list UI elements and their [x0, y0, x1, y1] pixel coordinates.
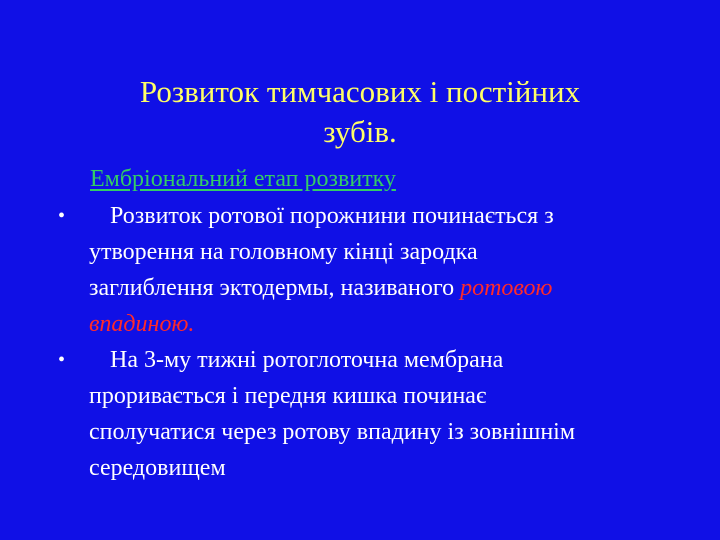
- bullet-2-line-1: На 3-му тижні ротоглоточна мембрана: [110, 347, 504, 373]
- bullet-2-line-2: проривається і передня кишка починає: [89, 383, 487, 409]
- bullet-1-line-3: [89, 270, 669, 306]
- bullet-1-line-2: утворення на головному кінці зародка: [89, 239, 478, 265]
- bullet-list: [0, 198, 720, 486]
- slide-title: [60, 72, 660, 152]
- bullet-item-2: [0, 342, 669, 486]
- emphasis-term-continued: впадиною.: [89, 311, 195, 337]
- bullet-1-line-1: Розвиток ротової порожнини починається з: [110, 203, 554, 229]
- title-line-1: Розвиток тимчасових і постійних: [139, 74, 581, 109]
- bullet-marker: •: [58, 349, 66, 371]
- bullet-marker: •: [58, 205, 66, 227]
- bullet-2-line-4: середовищем: [89, 455, 226, 481]
- bullet-item-1: [0, 198, 669, 342]
- emphasis-term: ротовою: [460, 275, 553, 301]
- slide-subtitle: Ембріональний етап розвитку: [90, 166, 396, 192]
- bullet-2-line-3: сполучатися через ротову впадину із зовнішнім: [89, 419, 576, 445]
- bullet-1-line-3-text: заглиблення эктодермы, називаного: [89, 275, 461, 301]
- title-line-2: зубів.: [323, 114, 397, 149]
